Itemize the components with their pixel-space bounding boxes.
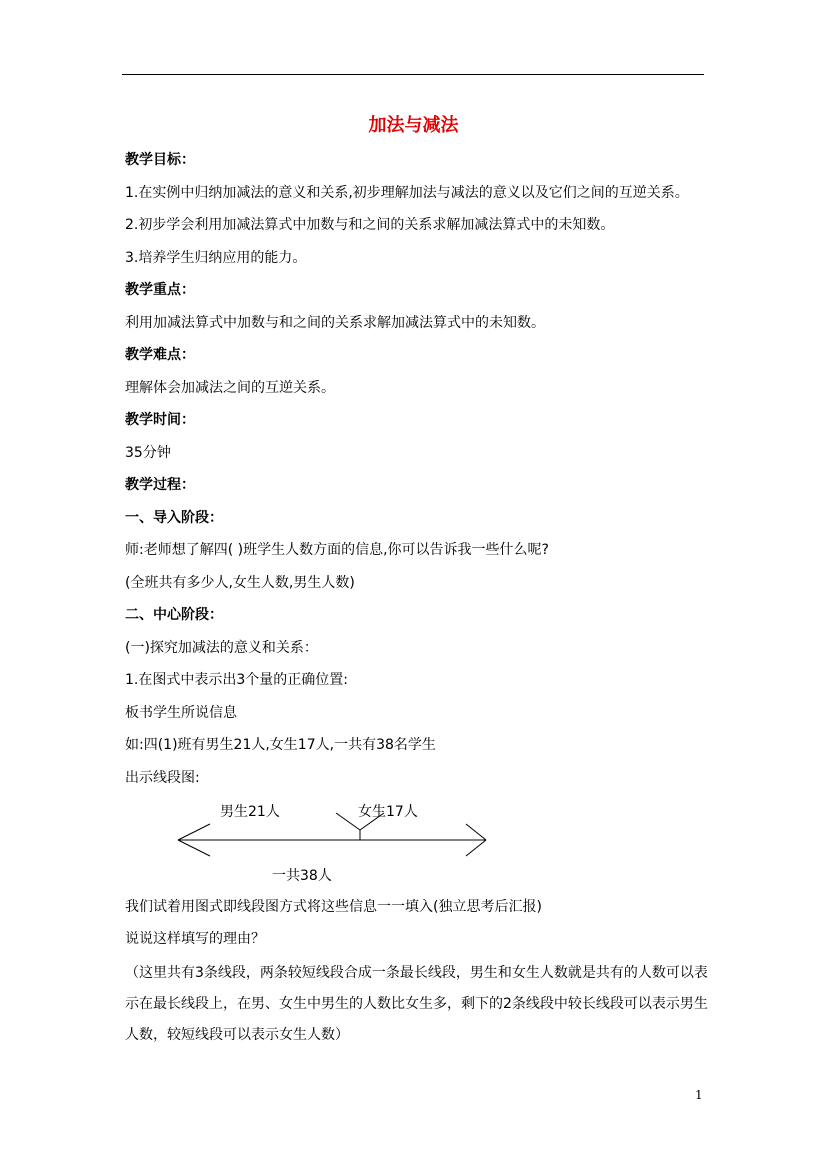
divider-left-arm xyxy=(336,813,360,830)
boys-label: 男生21人 xyxy=(220,804,280,820)
section-heading: 教学过程： xyxy=(125,477,195,493)
text-line: 2.初步学会利用加减法算式中加数与和之间的关系求解加减法算式中的未知数。 xyxy=(125,217,615,233)
explanation-paragraph: （这里共有3条线段，两条较短线段合成一条最长线段，男生和女生人数就是共有的人数可以表示在最长线段上，在男、女生中男生的人数比女生多，剩下的2条线段中较长线段可以表示男生人数，较短线段可以表示女生人数） xyxy=(125,965,708,1043)
text-line: 说说这样填写的理由？ xyxy=(125,931,265,947)
text-line: 1.在图式中表示出3个量的正确位置: xyxy=(125,672,348,688)
section-heading: 二、中心阶段： xyxy=(125,607,223,623)
segment-drawing xyxy=(170,795,500,890)
brace-left-top xyxy=(178,824,210,840)
line-segment-diagram xyxy=(170,795,500,890)
header-rule xyxy=(122,74,704,75)
brace-right-bottom xyxy=(466,840,486,856)
text-line: 1.在实例中归纳加减法的意义和关系,初步理解加法与减法的意义以及它们之间的互逆关系。 xyxy=(125,184,689,201)
text-line: 板书学生所说信息 xyxy=(125,704,237,721)
section-heading: 教学难点： xyxy=(125,347,195,363)
page-title: 加法与减法 xyxy=(368,115,459,136)
divider-right-arm xyxy=(360,813,384,830)
girls-label: 女生17人 xyxy=(358,804,418,820)
text-line: 师:老师想了解四( )班学生人数方面的信息,你可以告诉我一些什么呢? xyxy=(125,542,549,558)
brace-right-top xyxy=(466,824,486,840)
section-heading: 教学重点： xyxy=(125,282,195,298)
section-heading: 教学时间： xyxy=(125,412,195,428)
text-line: (一)探究加减法的意义和关系： xyxy=(125,639,318,656)
brace-left-bottom xyxy=(178,840,210,856)
text-line: 如:四(1)班有男生21人,女生17人,一共有38名学生 xyxy=(125,737,436,753)
section-heading: 教学目标： xyxy=(125,152,195,168)
text-line: 我们试着用图式即线段图方式将这些信息一一填入(独立思考后汇报) xyxy=(125,899,542,915)
text-line: 35分钟 xyxy=(125,444,171,461)
text-line: 利用加减法算式中加数与和之间的关系求解加减法算式中的未知数。 xyxy=(125,314,545,331)
section-heading: 一、导入阶段： xyxy=(125,509,223,526)
text-line: 3.培养学生归纳应用的能力。 xyxy=(125,249,307,266)
text-line: 出示线段图: xyxy=(125,769,200,786)
text-line: 理解体会加减法之间的互逆关系。 xyxy=(125,379,335,396)
text-line: (全班共有多少人,女生人数,男生人数) xyxy=(125,574,355,591)
page-number: 1 xyxy=(695,1088,703,1102)
total-label: 一共38人 xyxy=(272,868,332,884)
